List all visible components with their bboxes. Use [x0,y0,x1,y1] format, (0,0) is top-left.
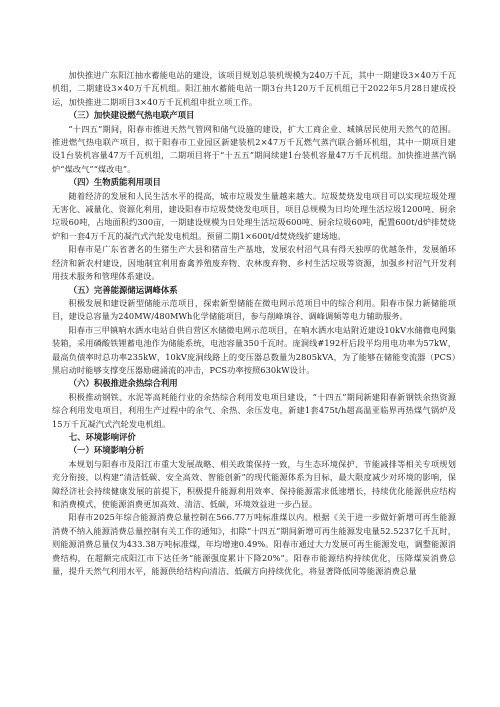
paragraph: 随着经济的发展和人民生活水平的提高，城市垃圾发生量越来越大。垃圾焚烧发电项目可以实现垃圾处理无害化、减量化、资源化利用，建设阳春市垃圾焚烧发电项目，项目总规模为日均处理生活垃圾1200吨、厨余垃圾60吨，占地面积约300亩，一期建设规模为日处理生活垃圾600吨、厨余垃圾60吨，配置600t/d炉排焚烧炉和一套4万千瓦的凝汽式汽轮发电机组。预留二期1×600t/d焚烧线扩建场地。 [52,190,456,241]
paragraph: 阳春市2025年综合能源消费总量控制在566.77万吨标准煤以内。根据《关于进一步做好新增可再生能源消费不纳入能源消费总量控制有关工作的通知》，扣除“十四五”期间新增可再生能源发电量52.5237亿千瓦时，则能源消费总量仅为433.38万吨标准煤，年均增速0.49%。阳春市通过大力发展可再生能源发电，调整能源消费结构，在超额完成阳江市下达任务“能源强度累计下降20%”。阳春市能源结构持续优化，压降煤炭消费总量，提升天然气利用水平，能源供给结构向清洁、低碳方向持续优化，将显著降低同等能源消费总量 [52,512,456,577]
section-heading: （一）环境影响分析 [68,445,145,456]
section-heading: （三）加快建设燃气热电联产项目 [68,110,195,121]
section-heading: （五）完善能源储运调峰体系 [68,284,178,295]
paragraph: 加快推进广东阳江抽水蓄能电站的建设，该项目规划总装机规模为240万千瓦，其中一期建设3×40万千瓦机组，二期建设3×40万千瓦机组。阳江抽水蓄能电站一期3台共120万千瓦机组已于2022年5月28日建成投运，加快推进二期项目3×40万千瓦机组申批立项工作。 [52,70,456,107]
section-heading: （六）积极推进余热综合利用 [68,378,178,389]
paragraph: 积极发展和建设新型储能示范项目，探索新型储能在微电网示范项目中的综合利用。阳春市保力新储能项目，建设总容量为240MW/480MWh化学储能项目，参与削峰填谷、调峰调频等电力辅助服务。 [52,297,456,322]
paragraph: 本规划与阳春市及阳江市重大发展战略、相关政策保持一致，与生态环境保护、节能减排等相关专项规划充分衔接，以构建“清洁低碳、安全高效、智能创新”的现代能源体系为目标，最大限度减少对环境的影响，保障经济社会持续健康发展的前提下，积极提升能源利用效率、保持能源需求低速增长，持续优化能源供应结构和消费模式，使能源消费更加高效、清洁、低碳，环境效益进一步凸显。 [52,458,456,509]
paragraph: 积极推动钢铁、水泥等高耗能行业的余热综合利用发电项目建设，“十四五”期间新建阳春新钢铁余热资源综合利用发电项目，利用生产过程中的余气、余热、余压发电，新建1套475t/h超高温亚临界再热煤气锅炉及15万千瓦凝汽式汽轮发电机组。 [52,391,456,429]
paragraph: “十四五”期间，阳春市推进天然气管网和储气设施的建设，扩大工商企业、城镇居民使用天然气的范围。推进燃气热电联产项目，拟于阳春市工业园区新建装机2×47万千瓦燃气蒸汽联合循环机组，其中一期项目建设1台装机容量47万千瓦机组，二期项目将于“十五五”期间续建1台装机容量47万千瓦机组。加快推进蒸汽锅炉“煤改气”“煤改电”。 [52,123,456,174]
paragraph: 阳春市三甲镇响水洒水电站自供自营区水储微电网示范项目，在响水洒水电站附近建设10kV水储微电网集装箱，采用磷酸铁锂蓄电池作为储能系统，电池容量350千瓦时。庞洞线#192杆后段平均用电功率为57kW，最高负债率时总功率235kW，10kV庞洞线路上的变压器总数量为2805kVA，为了能够在储能变流器（PCS）黑启动时能够支撑变压器励磁涌流的冲击，PCS功率按照630kW设计。 [52,324,456,375]
paragraph: 阳春市是广东省著名的生猪生产大县和猪苗生产基地，发展农村沼气具有得天独厚的优越条件，发展循环经济和新农村建设，因地制宜利用畜禽养殖废弃物、农林废弃物、乡村生活垃圾等资源，加强乡村沼气开发利用技术服务和管理体系建设。 [52,244,456,282]
section-heading: 七、环境影响评价 [68,431,136,442]
section-heading: （四）生物质能利用项目 [68,177,161,188]
